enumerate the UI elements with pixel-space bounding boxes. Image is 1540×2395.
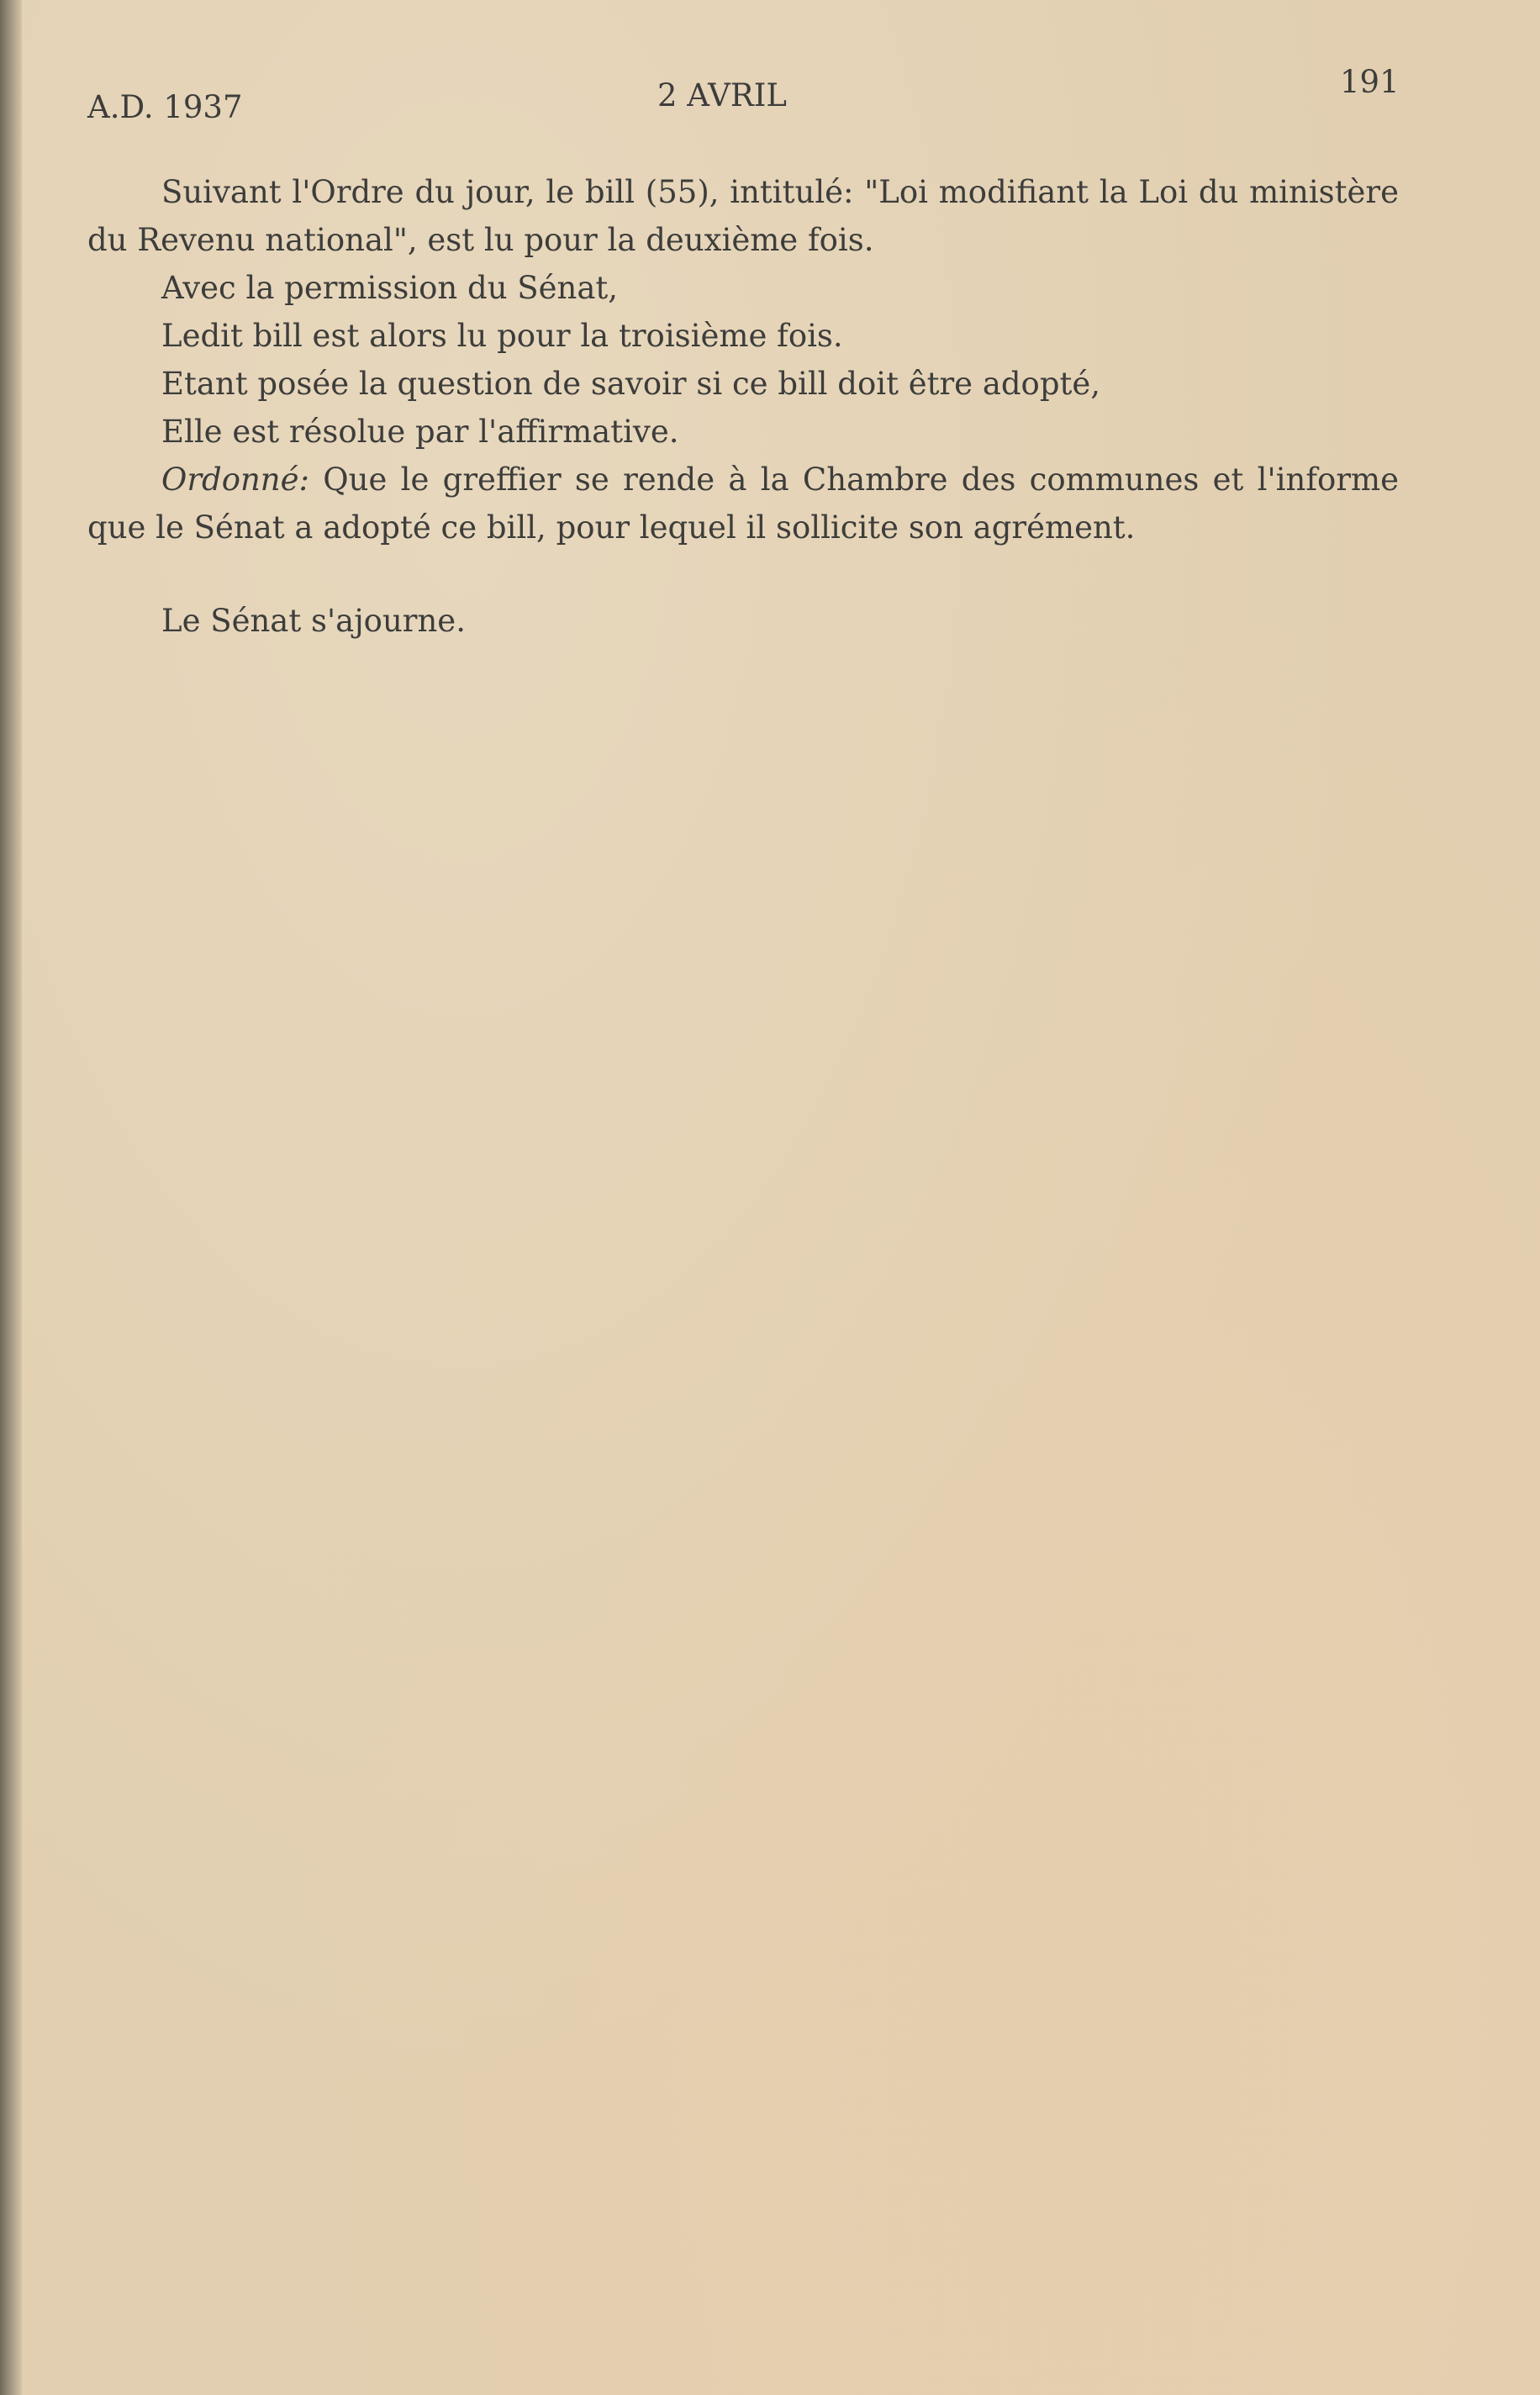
paragraph-leave: Avec la permission du Sénat,	[161, 270, 619, 306]
paragraph-ordered	[87, 456, 1399, 551]
page-number: 191	[1340, 64, 1400, 100]
paragraph-third-reading: Ledit bill est alors lu pour la troisième fois.	[161, 318, 843, 354]
header-date: 2 AVRIL	[657, 77, 787, 113]
running-header	[0, 64, 1540, 125]
header-year: A.D. 1937	[87, 89, 243, 125]
paragraph-adjourn: Le Sénat s'ajourne.	[161, 603, 466, 639]
paragraph-question: Etant posée la question de savoir si ce bill doit être adopté,	[161, 366, 1101, 402]
paragraph-resolved: Elle est résolue par l'affirmative.	[161, 414, 679, 450]
ordered-text: Que le greffier se rende à la Chambre des communes et l'informe que le Sénat a adopté ce bill, pour lequel il sollicite son agrément.	[87, 462, 1399, 546]
ordered-label: Ordonné:	[161, 462, 310, 498]
paragraph-second-reading: Suivant l'Ordre du jour, le bill (55), intitulé: "Loi modifiant la Loi du ministère du Revenu national", est lu pour la deuxième fois.	[87, 174, 1399, 258]
journal-entry	[87, 168, 1399, 645]
